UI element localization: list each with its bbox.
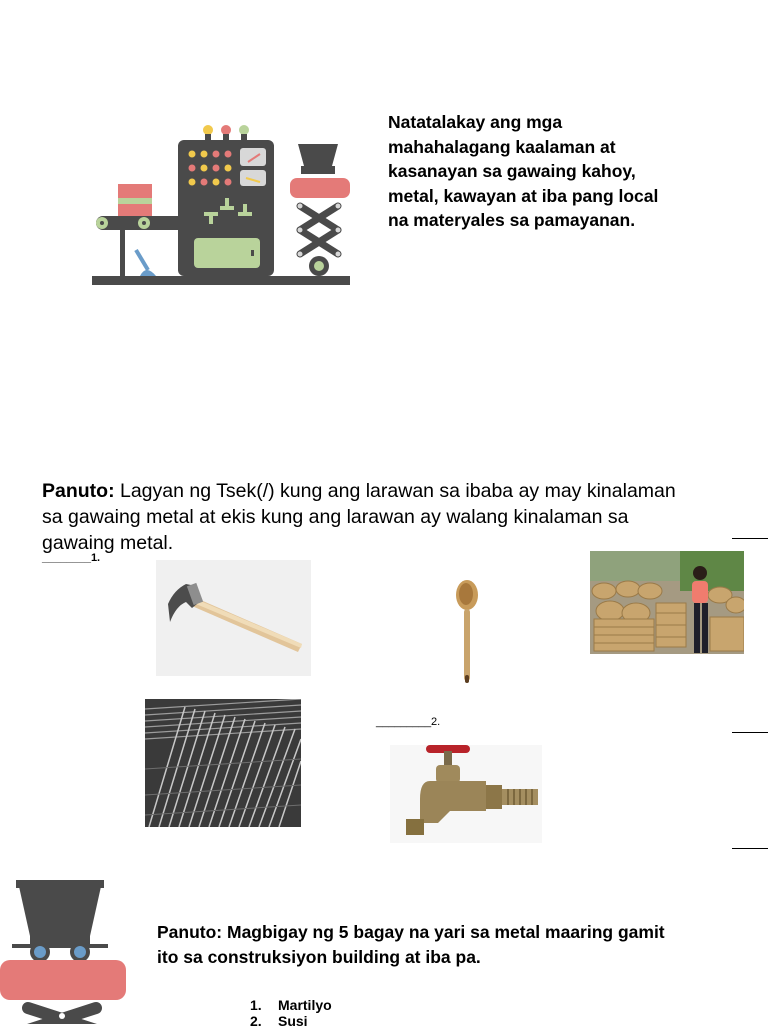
answer-line-1 (732, 538, 768, 539)
faucet-image (390, 745, 542, 843)
instruction-1 (42, 478, 692, 556)
answer-blank-1: ________1. (42, 552, 101, 564)
list-item: 2. Susi (250, 1013, 308, 1029)
instruction-1-text: Lagyan ng Tsek(/) kung ang larawan sa ibaba ay may kinalaman sa gawaing metal at ekis kung ang larawan ay walang kinalaman sa gawaing metal. (42, 480, 676, 554)
list-item: 1. Martilyo (250, 997, 332, 1013)
answer-line-2 (732, 732, 768, 733)
answer-text: Susi (278, 1013, 308, 1029)
wooden-spoon-image (444, 575, 490, 687)
hopper-illustration (0, 880, 130, 1024)
steel-rebars-image (145, 699, 301, 827)
machine-illustration (88, 118, 358, 290)
answer-list (250, 997, 332, 1029)
answer-text: Martilyo (278, 997, 332, 1013)
hammer-image (156, 560, 311, 676)
instruction-2: Panuto: Magbigay ng 5 bagay na yari sa metal maaring gamit ito sa construksiyon building at iba pa. (157, 922, 665, 967)
learning-objective: Natatalakay ang mga mahahalagang kaalaman at kasanayan sa gawaing kahoy, metal, kawayan at iba pang local na materyales sa pamayanan. (388, 112, 659, 230)
instruction-1-label: Panuto: (42, 480, 115, 502)
answer-line-3 (732, 848, 768, 849)
answer-blank-2: _________2. (376, 716, 441, 728)
rattan-baskets-image (590, 551, 744, 654)
